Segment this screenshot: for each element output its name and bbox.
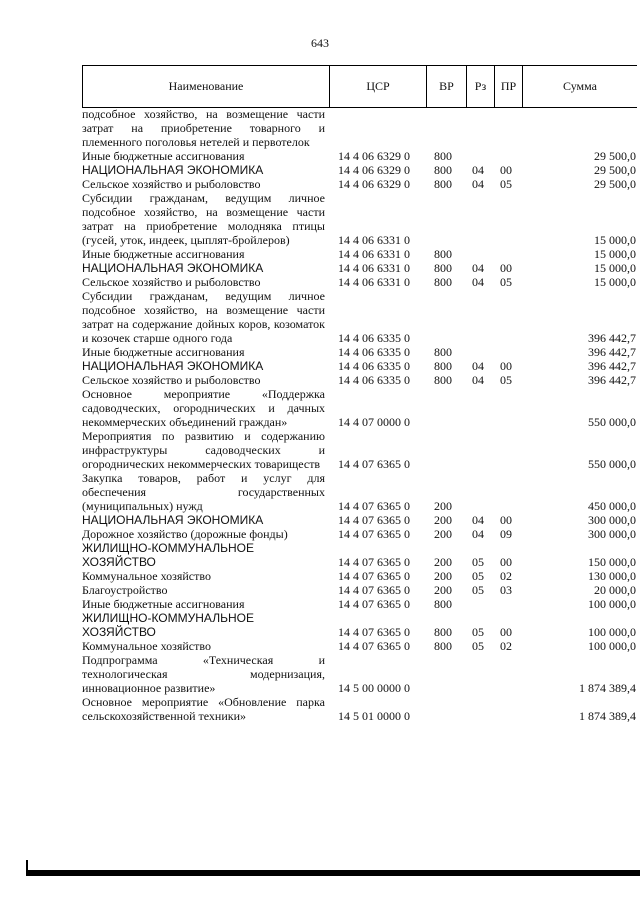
row-vr: 200 (434, 555, 452, 569)
row-name: НАЦИОНАЛЬНАЯ ЭКОНОМИКА (82, 513, 264, 527)
row-csr: 14 4 06 6335 0 (338, 345, 410, 359)
table-row (82, 387, 636, 429)
row-vr: 200 (434, 569, 452, 583)
row-sum: 396 442,7 (588, 359, 636, 373)
table-row (82, 261, 636, 275)
row-sum: 29 500,0 (594, 177, 636, 191)
row-csr: 14 4 07 6365 0 (338, 457, 410, 471)
table-row (82, 695, 636, 723)
column-header-vr: ВР (427, 66, 467, 107)
row-sum: 396 442,7 (588, 373, 636, 387)
table-row (82, 513, 636, 527)
table-row (82, 471, 636, 513)
table-row (82, 653, 636, 695)
row-vr: 800 (434, 359, 452, 373)
row-sum: 1 874 389,4 (579, 709, 636, 723)
row-name: Основное мероприятие «Обновление парка сельскохозяйственной техники» (82, 695, 325, 723)
row-sum: 100 000,0 (588, 597, 636, 611)
row-sum: 15 000,0 (594, 261, 636, 275)
row-sum: 550 000,0 (588, 457, 636, 471)
table-row (82, 359, 636, 373)
row-vr: 800 (434, 177, 452, 191)
row-pr: 00 (500, 513, 512, 527)
row-vr: 800 (434, 639, 452, 653)
row-rz: 04 (472, 163, 484, 177)
table-row (82, 345, 636, 359)
row-vr: 800 (434, 345, 452, 359)
column-header-sum: Сумма (563, 79, 597, 93)
row-name: Субсидии гражданам, ведущим личное подсобное хозяйство, на возмещение части затрат на приобретение молодняка птицы (гусей, уток, индеек, цыплят-бройлеров) (82, 191, 325, 247)
row-sum: 15 000,0 (594, 233, 636, 247)
row-csr: 14 4 06 6331 0 (338, 247, 410, 261)
row-name: Коммунальное хозяйство (82, 639, 211, 653)
row-csr: 14 4 06 6331 0 (338, 233, 410, 247)
column-header-pr: ПР (495, 66, 523, 107)
row-pr: 03 (500, 583, 512, 597)
row-vr: 200 (434, 527, 452, 541)
row-name: Благоустройство (82, 583, 168, 597)
row-name: Субсидии гражданам, ведущим личное подсобное хозяйство, на возмещение части затрат на содержание дойных коров, козоматок и козочек старше одного года (82, 289, 325, 345)
table-row (82, 107, 636, 149)
row-name: Сельское хозяйство и рыболовство (82, 275, 261, 289)
page-bottom-border (26, 870, 640, 876)
row-sum: 29 500,0 (594, 149, 636, 163)
row-csr: 14 4 07 0000 0 (338, 415, 410, 429)
row-name: НАЦИОНАЛЬНАЯ ЭКОНОМИКА (82, 163, 264, 177)
row-rz: 05 (472, 583, 484, 597)
row-sum: 15 000,0 (594, 275, 636, 289)
row-vr: 800 (434, 625, 452, 639)
row-name: НАЦИОНАЛЬНАЯ ЭКОНОМИКА (82, 359, 264, 373)
row-rz: 05 (472, 555, 484, 569)
row-name: Коммунальное хозяйство (82, 569, 211, 583)
row-sum: 15 000,0 (594, 247, 636, 261)
row-rz: 04 (472, 275, 484, 289)
row-name: Подпрограмма «Техническая и технологическая модернизация, инновационное развитие» (82, 653, 325, 695)
row-vr: 800 (434, 247, 452, 261)
row-csr: 14 4 06 6335 0 (338, 373, 410, 387)
table-row (82, 149, 636, 163)
table-row (82, 611, 636, 639)
table-row (82, 597, 636, 611)
table-row (82, 275, 636, 289)
row-name: НАЦИОНАЛЬНАЯ ЭКОНОМИКА (82, 261, 264, 275)
row-vr: 800 (434, 149, 452, 163)
row-csr: 14 4 07 6365 0 (338, 527, 410, 541)
row-name: подсобное хозяйство, на возмещение части затрат на приобретение товарного и племенного поголовья нетелей и первотелок (82, 107, 325, 149)
table-row (82, 289, 636, 345)
row-csr: 14 4 06 6329 0 (338, 149, 410, 163)
row-pr: 09 (500, 527, 512, 541)
row-vr: 800 (434, 163, 452, 177)
row-vr: 200 (434, 583, 452, 597)
row-rz: 05 (472, 569, 484, 583)
table-row (82, 163, 636, 177)
row-pr: 00 (500, 555, 512, 569)
column-header-csr: ЦСР (330, 66, 427, 107)
row-vr: 800 (434, 261, 452, 275)
table-row (82, 177, 636, 191)
row-csr: 14 4 06 6329 0 (338, 163, 410, 177)
row-csr: 14 4 07 6365 0 (338, 597, 410, 611)
row-vr: 200 (434, 513, 452, 527)
row-sum: 300 000,0 (588, 513, 636, 527)
row-name: Иные бюджетные ассигнования (82, 345, 245, 359)
row-csr: 14 4 06 6329 0 (338, 177, 410, 191)
table-row (82, 247, 636, 261)
row-pr: 02 (500, 569, 512, 583)
table-row (82, 429, 636, 471)
column-header-rz: Рз (467, 66, 495, 107)
row-sum: 450 000,0 (588, 499, 636, 513)
row-pr: 02 (500, 639, 512, 653)
table-row (82, 583, 636, 597)
table-row (82, 527, 636, 541)
row-rz: 04 (472, 261, 484, 275)
row-rz: 05 (472, 639, 484, 653)
row-csr: 14 5 01 0000 0 (338, 709, 410, 723)
row-rz: 04 (472, 373, 484, 387)
table-header (82, 65, 637, 108)
row-pr: 05 (500, 177, 512, 191)
row-csr: 14 4 06 6331 0 (338, 261, 410, 275)
row-name: Сельское хозяйство и рыболовство (82, 177, 261, 191)
table-row (82, 541, 636, 569)
row-sum: 29 500,0 (594, 163, 636, 177)
table-row (82, 569, 636, 583)
row-name: Иные бюджетные ассигнования (82, 597, 245, 611)
row-sum: 100 000,0 (588, 625, 636, 639)
table-body (82, 107, 636, 723)
row-csr: 14 4 07 6365 0 (338, 499, 410, 513)
row-sum: 130 000,0 (588, 569, 636, 583)
row-vr: 800 (434, 373, 452, 387)
row-sum: 150 000,0 (588, 555, 636, 569)
row-rz: 04 (472, 527, 484, 541)
row-csr: 14 4 06 6335 0 (338, 331, 410, 345)
row-rz: 04 (472, 359, 484, 373)
row-name: Основное мероприятие «Поддержка садоводческих, огороднических и дачных некоммерческих объединений граждан» (82, 387, 325, 429)
row-name: Иные бюджетные ассигнования (82, 247, 245, 261)
row-csr: 14 4 06 6331 0 (338, 275, 410, 289)
row-name: Мероприятия по развитию и содержанию инфраструктуры садоводческих и огороднических некоммерческих товариществ (82, 429, 325, 471)
table-row (82, 191, 636, 247)
row-csr: 14 4 07 6365 0 (338, 513, 410, 527)
row-csr: 14 5 00 0000 0 (338, 681, 410, 695)
row-name: ЖИЛИЩНО-КОММУНАЛЬНОЕ ХОЗЯЙСТВО (82, 611, 254, 639)
row-name: Дорожное хозяйство (дорожные фонды) (82, 527, 288, 541)
row-pr: 05 (500, 275, 512, 289)
row-name: ЖИЛИЩНО-КОММУНАЛЬНОЕ ХОЗЯЙСТВО (82, 541, 254, 569)
row-vr: 200 (434, 499, 452, 513)
page-number: 643 (311, 36, 329, 50)
row-rz: 05 (472, 625, 484, 639)
row-sum: 396 442,7 (588, 345, 636, 359)
row-csr: 14 4 07 6365 0 (338, 569, 410, 583)
row-sum: 396 442,7 (588, 331, 636, 345)
row-sum: 20 000,0 (594, 583, 636, 597)
row-sum: 100 000,0 (588, 639, 636, 653)
row-vr: 800 (434, 275, 452, 289)
row-rz: 04 (472, 177, 484, 191)
column-header-name: Наименование (83, 66, 330, 107)
row-pr: 00 (500, 261, 512, 275)
row-vr: 800 (434, 597, 452, 611)
row-csr: 14 4 07 6365 0 (338, 625, 410, 639)
table-row (82, 373, 636, 387)
row-name: Закупка товаров, работ и услуг для обеспечения государственных (муниципальных) нужд (82, 471, 325, 513)
table-row (82, 639, 636, 653)
row-csr: 14 4 07 6365 0 (338, 555, 410, 569)
row-pr: 05 (500, 373, 512, 387)
row-sum: 300 000,0 (588, 527, 636, 541)
row-name: Иные бюджетные ассигнования (82, 149, 245, 163)
row-pr: 00 (500, 163, 512, 177)
row-pr: 00 (500, 359, 512, 373)
row-rz: 04 (472, 513, 484, 527)
row-csr: 14 4 06 6335 0 (338, 359, 410, 373)
row-sum: 550 000,0 (588, 415, 636, 429)
row-sum: 1 874 389,4 (579, 681, 636, 695)
row-csr: 14 4 07 6365 0 (338, 583, 410, 597)
row-pr: 00 (500, 625, 512, 639)
row-name: Сельское хозяйство и рыболовство (82, 373, 261, 387)
row-csr: 14 4 07 6365 0 (338, 639, 410, 653)
